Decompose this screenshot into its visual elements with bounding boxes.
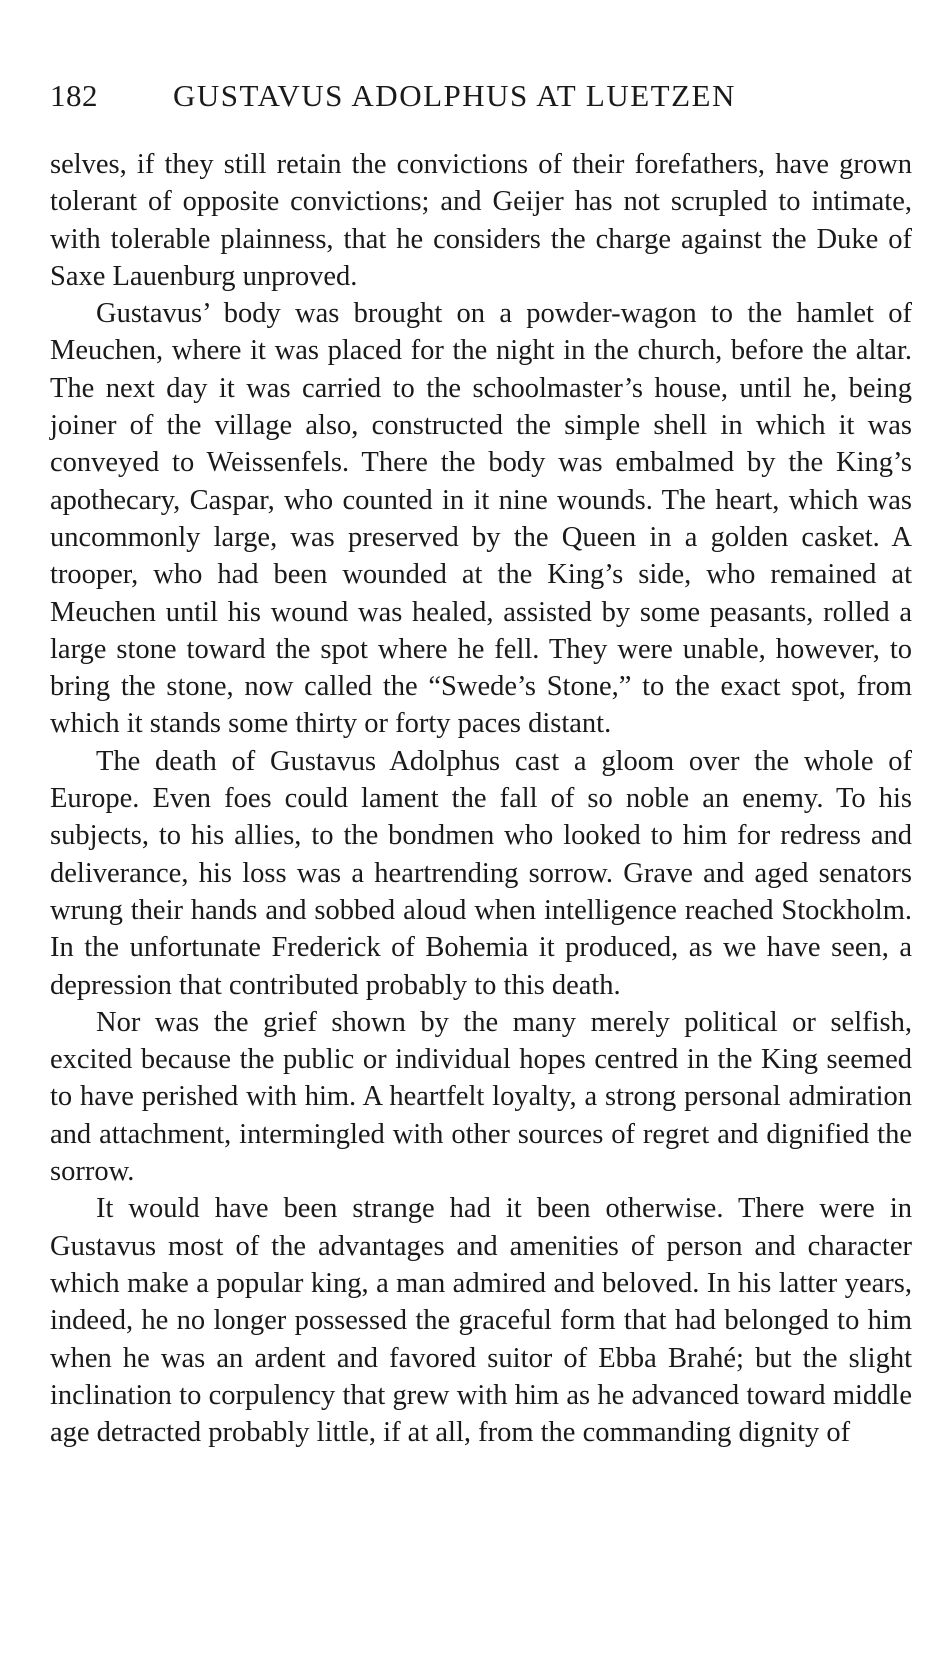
paragraph-grief: Nor was the grief shown by the many merely political or selfish, excited because the public or individual hopes centred in the King seemed to have perished with him. A heartfelt loyalty, a strong personal admiration and attachment, intermingled with other sources of regret and dignified the sorrow. [50,1006,912,1188]
paragraph-continued: selves, if they still retain the convictions of their forefathers, have grown tolerant of opposite convictions; and Geijer has not scrupled to intimate, with tolerable plainness, that he considers the charge against the Duke of Saxe Lauenburg unproved. [50,149,912,292]
body-text [50,146,912,1451]
paragraph-death-gloom: The death of Gustavus Adolphus cast a gloom over the whole of Europe. Even foes could lament the fall of so noble an enemy. To his subjects, to his allies, to the bondmen who looked to him for redress and deliverance, his loss was a heartrending sorrow. Grave and aged senators wrung their hands and sobbed aloud when intelligence reached Stockholm. In the unfortunate Frederick of Bohemia it produced, as we have seen, a depression that contributed probably to this death. [50,745,912,1001]
page-number: 182 [50,78,98,113]
paragraph-body-of-gustavus: Gustavus’ body was brought on a powder-wagon to the hamlet of Meuchen, where it was placed for the night in the church, before the altar. The next day it was carried to the schoolmaster’s house, until he, being joiner of the village also, constructed the simple shell in which it was conveyed to Weissenfels. There the body was embalmed by the King’s apothecary, Caspar, who counted in it nine wounds. The heart, which was uncommonly large, was preserved by the Queen in a golden casket. A trooper, who had been wounded at the King’s side, who remained at Meuchen until his wound was healed, assisted by some peasants, rolled a large stone toward the spot where he fell. They were unable, however, to bring the stone, now called the “Swede’s Stone,” to the exact spot, from which it stands some thirty or forty paces distant. [50,298,912,740]
paragraph-popular-king: It would have been strange had it been otherwise. There were in Gustavus most of the advantages and amenities of person and character which make a popular king, a man admired and beloved. In his latter years, indeed, he no longer possessed the graceful form that had belonged to him when he was an ardent and favored suitor of Ebba Brahé; but the slight inclination to corpulency that grew with him as he advanced toward middle age detracted probably little, if at all, from the commanding dignity of [50,1193,912,1449]
running-head [50,78,910,118]
running-title: GUSTAVUS ADOLPHUS AT LUETZEN [173,78,736,113]
